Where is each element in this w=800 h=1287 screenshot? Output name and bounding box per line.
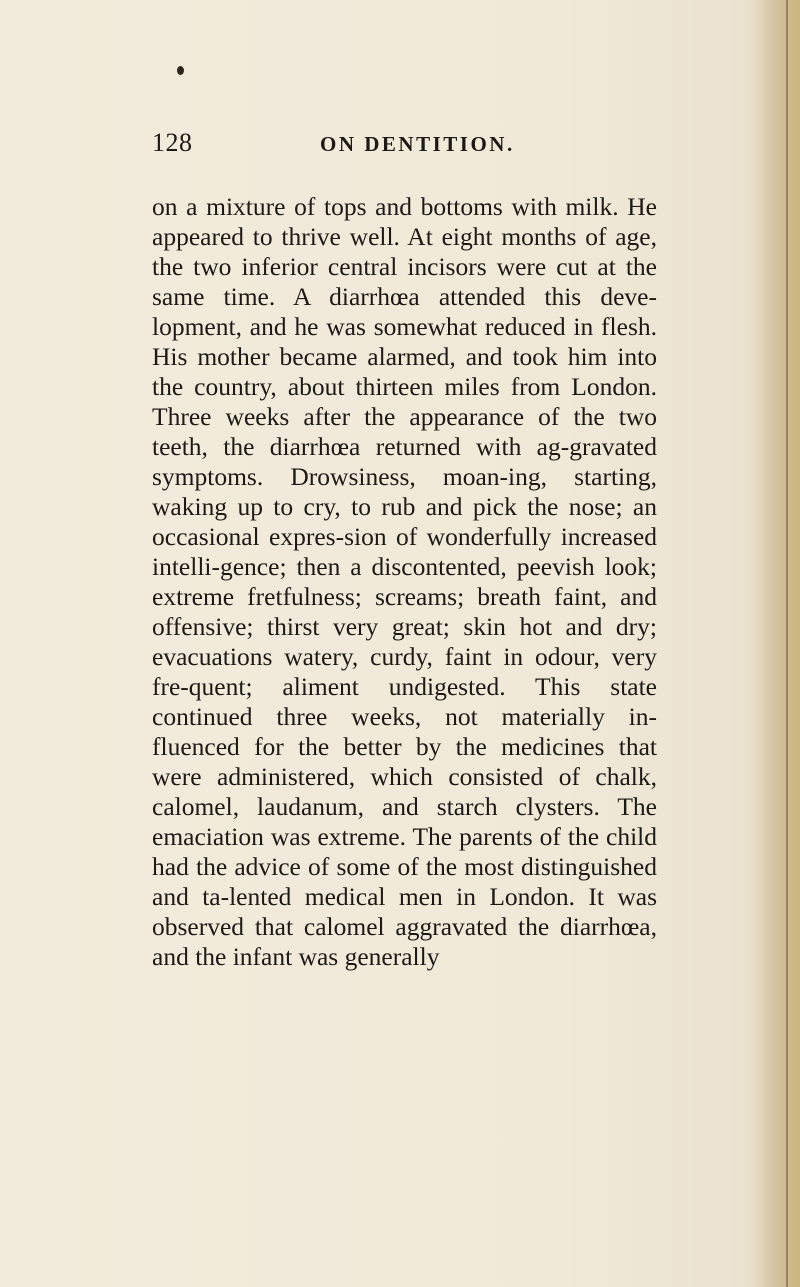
body-paragraph: on a mixture of tops and bottoms with milk. He appeared to thrive well. At eight months of age, the two inferior central incisors were cut at the same time. A diarrhœa attended this deve-lopment, and he was somewhat reduced in flesh. His mother became alarmed, and took him into the country, about thirteen miles from London. Three weeks after the appearance of the two teeth, the diarrhœa returned with ag-gravated symptoms. Drowsiness, moan-ing, starting, waking up to cry, to rub and pick the nose; an occasional expres-sion of wonderfully increased intelli-gence; then a discontented, peevish look; extreme fretfulness; screams; breath faint, and offensive; thirst very great; skin hot and dry; evacuations watery, curdy, faint in odour, very fre-quent; aliment undigested. This state continued three weeks, not materially in-fluenced for the better by the medicines that were administered, which consisted of chalk, calomel, laudanum, and starch clysters. The emaciation was extreme. The parents of the child had the advice of some of the most distinguished and ta-lented medical men in London. It was observed that calomel aggravated the diarrhœa, and the infant was generally <box>152 192 657 971</box>
page-header <box>152 128 662 162</box>
ink-speck <box>177 66 184 75</box>
running-head: ON DENTITION. <box>320 132 515 156</box>
page-edge-shadow <box>754 0 800 1287</box>
page-number: 128 <box>152 128 193 157</box>
page-edge-line <box>786 0 788 1287</box>
